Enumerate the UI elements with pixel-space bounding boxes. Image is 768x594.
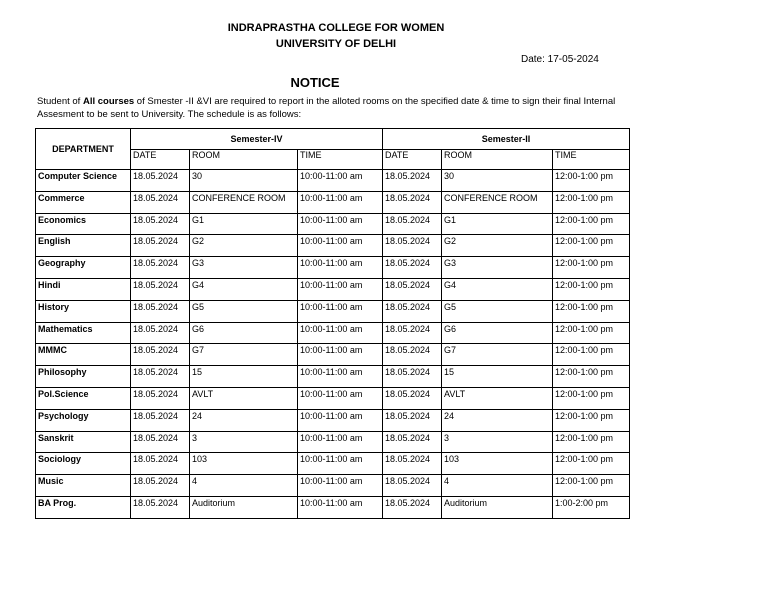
sem2-time-cell: 12:00-1:00 pm — [553, 366, 630, 388]
sem4-room-cell: 24 — [190, 409, 298, 431]
sem4-room-cell: G5 — [190, 300, 298, 322]
department-header: DEPARTMENT — [36, 129, 131, 170]
sem4-date-cell: 18.05.2024 — [131, 431, 190, 453]
notice-title: NOTICE — [290, 75, 340, 90]
sem4-date-cell: 18.05.2024 — [131, 322, 190, 344]
department-cell: Hindi — [36, 278, 131, 300]
table-row — [36, 344, 630, 366]
sem4-time-cell: 10:00-11:00 am — [298, 278, 383, 300]
sem2-time-cell: 12:00-1:00 pm — [553, 300, 630, 322]
sem2-room-cell: G6 — [442, 322, 553, 344]
sem2-time-cell: 12:00-1:00 pm — [553, 344, 630, 366]
sem4-date-cell: 18.05.2024 — [131, 235, 190, 257]
table-row — [36, 170, 630, 192]
semester-ii-header: Semester-II — [383, 129, 630, 150]
sem2-time-header: TIME — [553, 150, 630, 170]
table-row — [36, 496, 630, 518]
sem4-time-cell: 10:00-11:00 am — [298, 475, 383, 497]
sem4-date-cell: 18.05.2024 — [131, 496, 190, 518]
department-cell: Pol.Science — [36, 387, 131, 409]
sem4-date-cell: 18.05.2024 — [131, 344, 190, 366]
sem4-room-cell: G2 — [190, 235, 298, 257]
intro-paragraph — [37, 95, 637, 121]
table-row — [36, 322, 630, 344]
sem2-time-cell: 12:00-1:00 pm — [553, 257, 630, 279]
department-cell: Philosophy — [36, 366, 131, 388]
sem2-room-cell: 4 — [442, 475, 553, 497]
sem4-date-cell: 18.05.2024 — [131, 453, 190, 475]
sem4-room-cell: G6 — [190, 322, 298, 344]
sem2-room-cell: G5 — [442, 300, 553, 322]
sem4-time-header: TIME — [298, 150, 383, 170]
department-cell: Geography — [36, 257, 131, 279]
sem2-room-cell: 30 — [442, 170, 553, 192]
department-cell: MMMC — [36, 344, 131, 366]
sem2-time-cell: 12:00-1:00 pm — [553, 170, 630, 192]
intro-prefix: Student of — [37, 96, 83, 107]
sem2-date-cell: 18.05.2024 — [383, 496, 442, 518]
sem2-room-cell: Auditorium — [442, 496, 553, 518]
department-cell: Sociology — [36, 453, 131, 475]
sem2-room-cell: G7 — [442, 344, 553, 366]
sem4-time-cell: 10:00-11:00 am — [298, 257, 383, 279]
department-cell: Mathematics — [36, 322, 131, 344]
sem2-time-cell: 12:00-1:00 pm — [553, 387, 630, 409]
notice-date: Date: 17-05-2024 — [521, 54, 599, 65]
sem4-time-cell: 10:00-11:00 am — [298, 170, 383, 192]
sem4-room-cell: 103 — [190, 453, 298, 475]
sem4-date-cell: 18.05.2024 — [131, 191, 190, 213]
sem4-room-cell: CONFERENCE ROOM — [190, 191, 298, 213]
table-row — [36, 300, 630, 322]
sem4-date-cell: 18.05.2024 — [131, 170, 190, 192]
sem2-date-cell: 18.05.2024 — [383, 322, 442, 344]
table-row — [36, 191, 630, 213]
sem2-room-cell: 3 — [442, 431, 553, 453]
sem2-date-cell: 18.05.2024 — [383, 409, 442, 431]
sem2-date-cell: 18.05.2024 — [383, 235, 442, 257]
department-cell: English — [36, 235, 131, 257]
sem2-date-cell: 18.05.2024 — [383, 170, 442, 192]
sem4-room-cell: G7 — [190, 344, 298, 366]
sem4-room-cell: G4 — [190, 278, 298, 300]
sem4-room-cell: Auditorium — [190, 496, 298, 518]
sem2-time-cell: 12:00-1:00 pm — [553, 475, 630, 497]
table-row — [36, 475, 630, 497]
university-name: UNIVERSITY OF DELHI — [275, 38, 397, 50]
sem2-date-cell: 18.05.2024 — [383, 191, 442, 213]
sem2-time-cell: 12:00-1:00 pm — [553, 235, 630, 257]
sem4-time-cell: 10:00-11:00 am — [298, 409, 383, 431]
sem2-date-cell: 18.05.2024 — [383, 387, 442, 409]
sem4-time-cell: 10:00-11:00 am — [298, 235, 383, 257]
sem2-date-cell: 18.05.2024 — [383, 213, 442, 235]
sem2-date-cell: 18.05.2024 — [383, 278, 442, 300]
sem4-room-cell: 30 — [190, 170, 298, 192]
sem4-room-cell: AVLT — [190, 387, 298, 409]
sem2-time-cell: 12:00-1:00 pm — [553, 431, 630, 453]
sem4-time-cell: 10:00-11:00 am — [298, 344, 383, 366]
sem4-time-cell: 10:00-11:00 am — [298, 300, 383, 322]
sem4-room-cell: G1 — [190, 213, 298, 235]
sem4-date-cell: 18.05.2024 — [131, 409, 190, 431]
table-row — [36, 453, 630, 475]
sem2-room-cell: G3 — [442, 257, 553, 279]
department-cell: Music — [36, 475, 131, 497]
table-row — [36, 366, 630, 388]
sem2-date-cell: 18.05.2024 — [383, 431, 442, 453]
table-row — [36, 409, 630, 431]
table-row — [36, 278, 630, 300]
sem2-room-cell: 24 — [442, 409, 553, 431]
sem4-date-cell: 18.05.2024 — [131, 387, 190, 409]
sem2-date-cell: 18.05.2024 — [383, 453, 442, 475]
sem2-time-cell: 12:00-1:00 pm — [553, 409, 630, 431]
department-cell: BA Prog. — [36, 496, 131, 518]
department-cell: Sanskrit — [36, 431, 131, 453]
sem2-room-cell: G2 — [442, 235, 553, 257]
sem4-date-cell: 18.05.2024 — [131, 278, 190, 300]
table-row — [36, 213, 630, 235]
table-row — [36, 257, 630, 279]
sem2-time-cell: 12:00-1:00 pm — [553, 453, 630, 475]
sem2-time-cell: 12:00-1:00 pm — [553, 278, 630, 300]
table-row — [36, 235, 630, 257]
department-cell: History — [36, 300, 131, 322]
sem4-time-cell: 10:00-11:00 am — [298, 496, 383, 518]
department-cell: Computer Science — [36, 170, 131, 192]
schedule-table — [35, 128, 630, 519]
sem4-time-cell: 10:00-11:00 am — [298, 213, 383, 235]
department-cell: Psychology — [36, 409, 131, 431]
sem2-date-cell: 18.05.2024 — [383, 257, 442, 279]
department-cell: Commerce — [36, 191, 131, 213]
sem4-room-cell: 3 — [190, 431, 298, 453]
sem2-room-header: ROOM — [442, 150, 553, 170]
sem4-time-cell: 10:00-11:00 am — [298, 387, 383, 409]
sem2-time-cell: 12:00-1:00 pm — [553, 322, 630, 344]
intro-bold: All courses — [82, 96, 135, 107]
sem4-time-cell: 10:00-11:00 am — [298, 453, 383, 475]
sem2-date-cell: 18.05.2024 — [383, 366, 442, 388]
intro-rest: of Smester -II &VI are required to report in the alloted rooms on the specified date & time to sign their final Internal Assesment to be sent to University. The schedule is as follows: — [37, 96, 616, 120]
sem2-date-cell: 18.05.2024 — [383, 300, 442, 322]
sem4-date-cell: 18.05.2024 — [131, 257, 190, 279]
sem2-time-cell: 12:00-1:00 pm — [553, 191, 630, 213]
sem2-time-cell: 1:00-2:00 pm — [553, 496, 630, 518]
department-cell: Economics — [36, 213, 131, 235]
sem4-room-cell: 15 — [190, 366, 298, 388]
table-row — [36, 387, 630, 409]
sem2-date-header: DATE — [383, 150, 442, 170]
sem2-room-cell: CONFERENCE ROOM — [442, 191, 553, 213]
sem4-date-header: DATE — [131, 150, 190, 170]
sem4-date-cell: 18.05.2024 — [131, 213, 190, 235]
sem4-date-cell: 18.05.2024 — [131, 475, 190, 497]
college-name: INDRAPRASTHA COLLEGE FOR WOMEN — [227, 22, 445, 34]
sem4-time-cell: 10:00-11:00 am — [298, 431, 383, 453]
semester-iv-header: Semester-IV — [131, 129, 383, 150]
sem4-date-cell: 18.05.2024 — [131, 366, 190, 388]
sem4-room-cell: 4 — [190, 475, 298, 497]
sem2-room-cell: G1 — [442, 213, 553, 235]
sem4-date-cell: 18.05.2024 — [131, 300, 190, 322]
sem4-time-cell: 10:00-11:00 am — [298, 191, 383, 213]
sem4-room-cell: G3 — [190, 257, 298, 279]
sem2-date-cell: 18.05.2024 — [383, 475, 442, 497]
sem4-time-cell: 10:00-11:00 am — [298, 322, 383, 344]
sem4-room-header: ROOM — [190, 150, 298, 170]
sem2-date-cell: 18.05.2024 — [383, 344, 442, 366]
sem2-room-cell: 15 — [442, 366, 553, 388]
sem2-room-cell: 103 — [442, 453, 553, 475]
table-row — [36, 431, 630, 453]
sem2-time-cell: 12:00-1:00 pm — [553, 213, 630, 235]
sem4-time-cell: 10:00-11:00 am — [298, 366, 383, 388]
sem2-room-cell: AVLT — [442, 387, 553, 409]
sem2-room-cell: G4 — [442, 278, 553, 300]
